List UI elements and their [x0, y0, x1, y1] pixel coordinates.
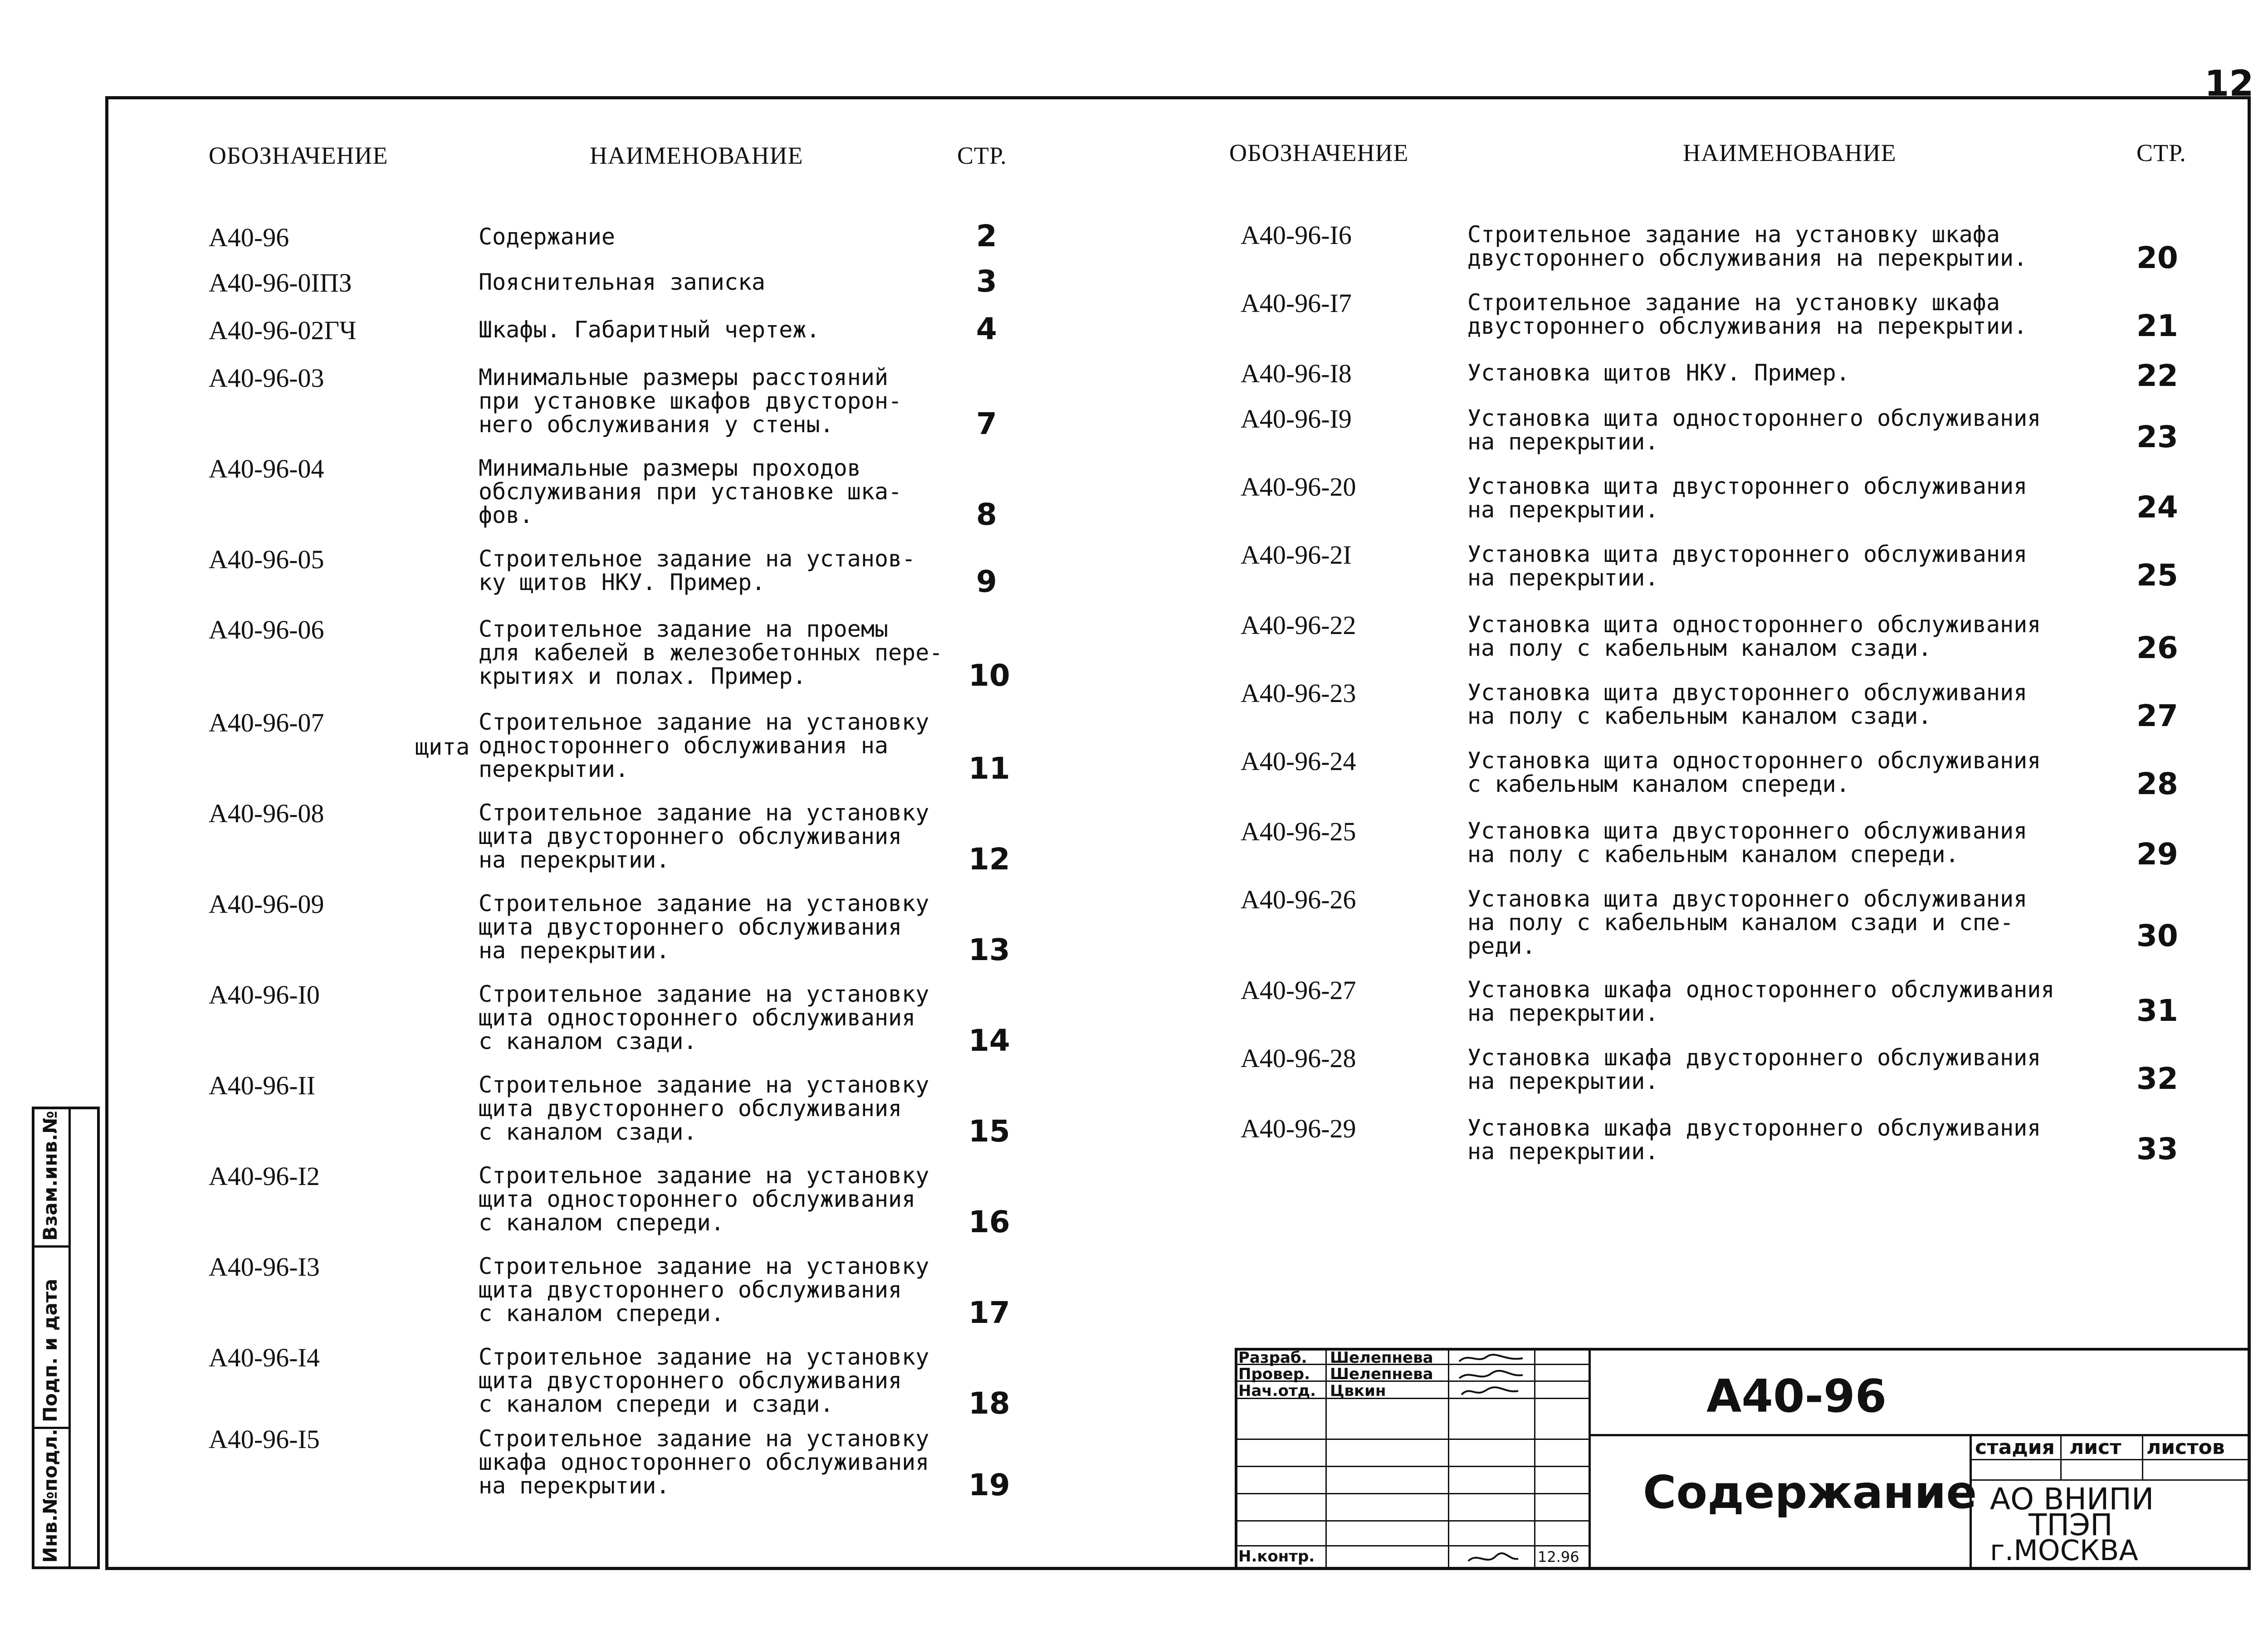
row-page: 3 — [976, 264, 997, 299]
margin-label-replace: Взам.инв.№ — [39, 1111, 61, 1241]
row-name: Строительное задание на проемы для кабелей в железобетонных пере- крытиях и полах. Пример. — [479, 616, 943, 689]
row-page: 18 — [968, 1386, 1010, 1421]
row-code: А40-96-26 — [1241, 885, 1356, 914]
stamp-designation: А40-96 — [1706, 1370, 1887, 1423]
left-code-header: ОБОЗНАЧЕНИЕ — [209, 142, 388, 169]
row-name: Установка шкафа двустороннего обслуживания на перекрытии. — [1467, 1044, 2041, 1094]
row-page: 33 — [2136, 1132, 2178, 1166]
stamp-role-normcontrol: Н.контр. — [1238, 1547, 1315, 1566]
row-name: Строительное задание на установку одностороннего обслуживания на перекрытии. — [479, 709, 929, 782]
row-page: 8 — [976, 497, 997, 532]
row-page: 15 — [968, 1114, 1010, 1149]
binding-margin — [32, 1107, 100, 1569]
row-name: Установка щита двустороннего обслуживания на перекрытии. — [1467, 473, 2028, 523]
row-code: А40-96-04 — [209, 454, 324, 483]
row-name: Установка щита одностороннего обслуживания на перекрытии. — [1467, 405, 2041, 455]
row-name: Установка щита двустороннего обслуживания на полу с кабельным каналом сзади. — [1467, 679, 2028, 729]
title-block — [1235, 1348, 2251, 1570]
row-page: 26 — [2136, 630, 2178, 665]
stamp-role-developer: Разраб. — [1238, 1349, 1307, 1367]
row-code: А40-96-I3 — [209, 1252, 320, 1282]
row-code: А40-96-24 — [1241, 746, 1356, 776]
row-code: А40-96-0IПЗ — [209, 268, 352, 298]
stamp-role-checker: Провер. — [1238, 1365, 1310, 1383]
stamp-sheet-label: лист — [2069, 1436, 2121, 1459]
row-name: Строительное задание на установку щита двустороннего обслуживания на перекрытии. — [479, 890, 929, 964]
row-code: А40-96-I4 — [209, 1343, 320, 1372]
stamp-sheets-label: листов — [2146, 1436, 2225, 1459]
row-name: Шкафы. Габаритный чертеж. — [479, 317, 820, 343]
row-page: 19 — [968, 1468, 1010, 1502]
row-code: А40-96-I0 — [209, 980, 320, 1010]
row-name: Строительное задание на установку щита двустороннего обслуживания с каналом сзади. — [479, 1072, 929, 1145]
row-name: Установка щита двустороннего обслуживания на полу с кабельным каналом спереди. — [1467, 818, 2028, 868]
row-page: 12 — [968, 842, 1010, 877]
right-name-header: НАИМЕНОВАНИЕ — [1683, 139, 1897, 166]
row-code: А40-96-09 — [209, 889, 324, 919]
row-code: А40-96-06 — [209, 615, 324, 644]
row-page: 27 — [2136, 698, 2178, 733]
stamp-stage-label: стадия — [1975, 1436, 2055, 1459]
row-name: Установка щитов НКУ. Пример. — [1467, 360, 1850, 386]
row-name: Установка щита одностороннего обслуживания с кабельным каналом спереди. — [1467, 747, 2041, 797]
stamp-name-developer: Шелепнева — [1330, 1349, 1433, 1367]
row-code: А40-96-I6 — [1241, 220, 1352, 250]
row-code: А40-96-29 — [1241, 1114, 1356, 1143]
left-page-header: СТР. — [957, 142, 1007, 169]
row-code: А40-96-23 — [1241, 678, 1356, 708]
row-name: Установка щита двустороннего обслуживания на полу с кабельным каналом сзади и спе- реди. — [1467, 886, 2028, 959]
row-name: Пояснительная записка — [479, 269, 766, 295]
row-name: Строительное задание на установку щита двустороннего обслуживания с каналом спереди и сзади. — [479, 1344, 929, 1417]
stamp-name-head: Цвкин — [1330, 1382, 1386, 1400]
row-page: 30 — [2136, 918, 2178, 953]
stamp-name-checker: Шелепнева — [1330, 1365, 1433, 1383]
row-page: 25 — [2136, 558, 2178, 593]
row-code: А40-96-22 — [1241, 610, 1356, 640]
row-page: 31 — [2136, 993, 2178, 1028]
row-name: Содержание — [479, 224, 616, 250]
row-page: 9 — [976, 564, 997, 599]
row-page: 23 — [2136, 419, 2178, 454]
row-name: Строительное задание на установку щита одностороннего обслуживания с каналом сзади. — [479, 981, 929, 1054]
stamp-title: Содержание — [1643, 1466, 1977, 1519]
row-code: А40-96-I5 — [209, 1424, 320, 1454]
margin-label-sign-date: Подп. и дата — [39, 1278, 61, 1422]
row-code: А40-96-20 — [1241, 472, 1356, 502]
row-page: 17 — [968, 1295, 1010, 1330]
row-page: 22 — [2136, 358, 2178, 393]
stamp-org-line2: ТПЭП — [2028, 1507, 2113, 1542]
row-name: Минимальные размеры проходов обслуживания при установке шка- фов. — [479, 455, 902, 528]
row-page: 4 — [976, 312, 997, 346]
row-name: Строительное задание на установку щита двустороннего обслуживания на перекрытии. — [479, 800, 929, 873]
row-code: А40-96-II — [209, 1071, 316, 1100]
row-code: А40-96-03 — [209, 363, 324, 393]
row-name: Установка шкафа одностороннего обслуживания на перекрытии. — [1467, 976, 2055, 1026]
row-code: А40-96-28 — [1241, 1044, 1356, 1073]
stamp-date: 12.96 — [1538, 1548, 1579, 1566]
row-code: А40-96-02ГЧ — [209, 316, 357, 345]
row-page: 28 — [2136, 766, 2178, 801]
row-name: Установка щита двустороннего обслуживания на перекрытии. — [1467, 541, 2028, 591]
signatures — [1455, 1350, 1532, 1400]
stamp-role-head: Нач.отд. — [1238, 1382, 1316, 1400]
row-code: А40-96-27 — [1241, 976, 1356, 1005]
row-page: 14 — [968, 1023, 1010, 1058]
row-code: А40-96-I2 — [209, 1161, 320, 1191]
row-page: 20 — [2136, 240, 2178, 275]
stamp-org-line1: АО ВНИПИ — [1990, 1482, 2154, 1517]
row-name: Строительное задание на установку шкафа двустороннего обслуживания на перекрытии. — [1467, 221, 2028, 271]
row-code: А40-96-I9 — [1241, 404, 1352, 434]
row-code: А40-96-I8 — [1241, 359, 1352, 388]
row-code: А40-96-05 — [209, 545, 324, 574]
row-code: А40-96-2I — [1241, 540, 1352, 570]
row-page: 16 — [968, 1205, 1010, 1239]
row-code: А40-96-I7 — [1241, 288, 1352, 318]
sheet-number: 12 — [2204, 63, 2254, 104]
right-code-header: ОБОЗНАЧЕНИЕ — [1229, 139, 1409, 166]
row-page: 13 — [968, 932, 1010, 967]
row-code: А40-96 — [209, 223, 289, 252]
right-page-header: СТР. — [2136, 139, 2186, 166]
row-name: Установка шкафа двустороннего обслуживания на перекрытии. — [1467, 1115, 2041, 1165]
margin-label-inv: Инв.№подл. — [39, 1429, 61, 1563]
row-code: А40-96-25 — [1241, 817, 1356, 846]
stamp-org-line3: г.МОСКВА — [1990, 1534, 2138, 1567]
row-name: Минимальные размеры расстояний при установке шкафов двусторон- него обслуживания у стены. — [479, 364, 902, 438]
normcontrol-signature — [1455, 1547, 1532, 1568]
row-page: 21 — [2136, 308, 2178, 343]
row-page: 11 — [968, 751, 1010, 786]
row-code: А40-96-08 — [209, 799, 324, 828]
row-name: Строительное задание на установку шкафа одностороннего обслуживания на перекрытии. — [479, 1425, 929, 1499]
row-name: Строительное задание на установку щита двустороннего обслуживания с каналом спереди. — [479, 1253, 929, 1327]
row-name: Установка щита одностороннего обслуживания на полу с кабельным каналом сзади. — [1467, 611, 2041, 661]
row-name: Строительное задание на установку щита одностороннего обслуживания с каналом спереди. — [479, 1162, 929, 1236]
left-name-header: НАИМЕНОВАНИЕ — [590, 142, 803, 169]
row-code: А40-96-07 — [209, 708, 324, 737]
row-name: Строительное задание на установку шкафа двустороннего обслуживания на перекрытии. — [1467, 289, 2028, 339]
row-page: 29 — [2136, 837, 2178, 872]
row-page: 32 — [2136, 1061, 2178, 1096]
row-page: 2 — [976, 219, 997, 254]
row-page: 24 — [2136, 490, 2178, 525]
row-page: 10 — [968, 658, 1010, 693]
row-page: 7 — [976, 406, 997, 441]
row-name: Строительное задание на установ- ку щитов НКУ. Пример. — [479, 546, 916, 595]
row-extra-word: щита — [415, 734, 470, 760]
